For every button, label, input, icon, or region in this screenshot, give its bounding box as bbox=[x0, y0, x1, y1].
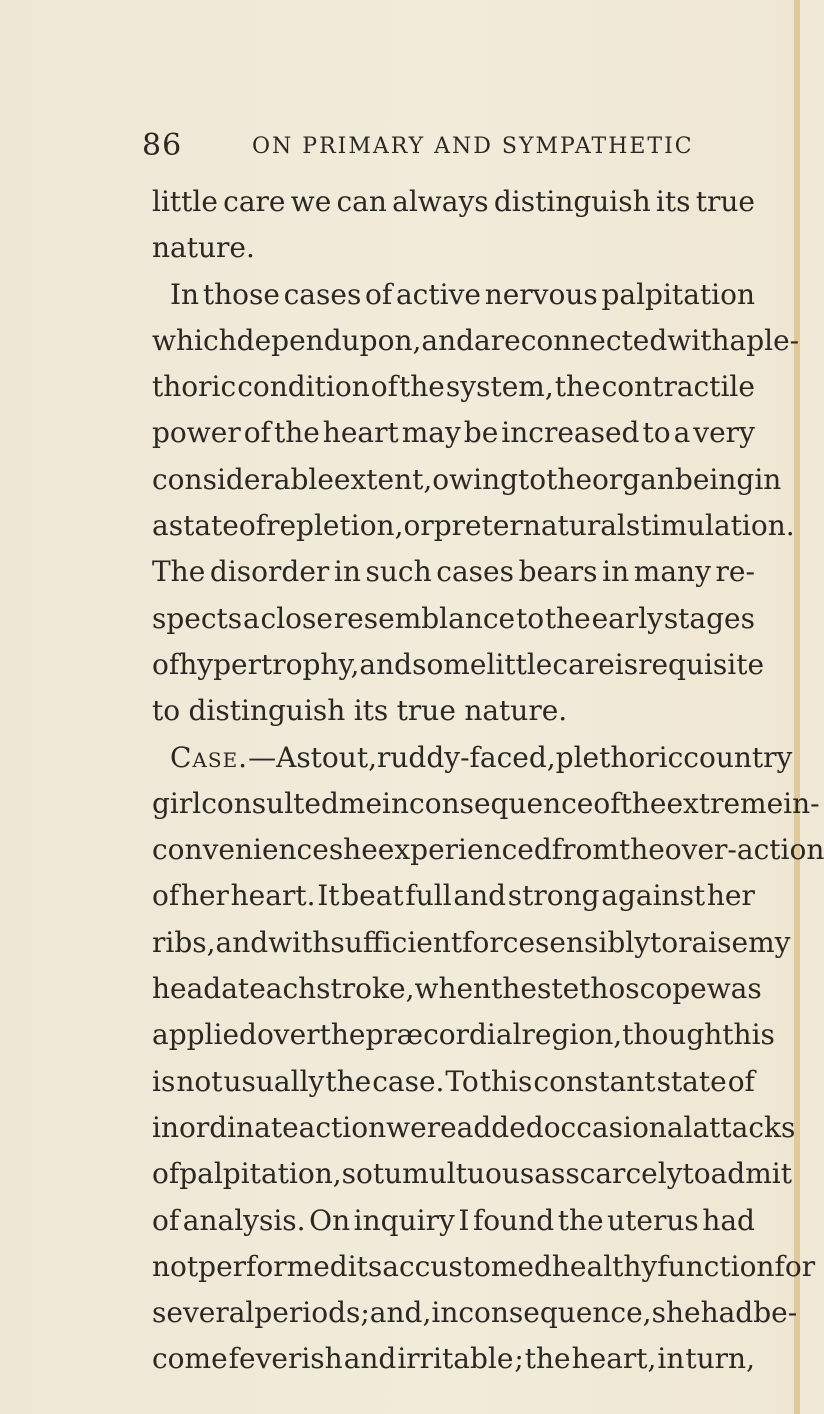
text-line: is not usually the case. To this constant state of bbox=[152, 1064, 755, 1098]
text-line: ribs, and with sufficient force sensibly to raise my bbox=[152, 925, 791, 959]
text-line: power of the heart may be increased to a very bbox=[152, 416, 755, 450]
text-line: inordinate action were added occasional attacks bbox=[152, 1110, 796, 1144]
text-line: convenience she experienced from the over-action bbox=[152, 833, 824, 867]
page-number: 86 bbox=[142, 128, 183, 163]
text-line: to distinguish its true nature. bbox=[152, 694, 568, 728]
text-line: not performed its accustomed healthy function for bbox=[152, 1249, 816, 1283]
text-line: a state of repletion, or preternatural stimulation. bbox=[152, 509, 795, 543]
text-line: several periods; and, in consequence, she had be- bbox=[152, 1296, 798, 1330]
text-line: head at each stroke, when the stethoscope was bbox=[152, 972, 762, 1006]
text-line: which depend upon, and are connected with a ple- bbox=[152, 323, 800, 357]
running-head bbox=[0, 126, 800, 166]
text-line: thoric condition of the system, the contractile bbox=[152, 370, 755, 404]
text-line: of her heart. It beat full and strong against her bbox=[152, 879, 755, 913]
text-line: Case.—A stout, ruddy-faced, plethoric country bbox=[170, 740, 793, 774]
text-line: considerable extent, owing to the organ being in bbox=[152, 462, 782, 496]
text-line: of analysis. On inquiry I found the uterus had bbox=[152, 1203, 755, 1237]
running-head-title: ON PRIMARY AND SYMPATHETIC bbox=[252, 134, 694, 159]
text-line: little care we can always distinguish its true bbox=[152, 185, 755, 218]
text-line: The disorder in such cases bears in many re- bbox=[152, 555, 755, 589]
text-line: of palpitation, so tumultuous as scarcely to admit bbox=[152, 1157, 792, 1191]
text-line: girl consulted me in consequence of the extreme in- bbox=[152, 786, 820, 820]
text-line: spects a close resemblance to the early stages bbox=[152, 601, 755, 635]
text-line: In those cases of active nervous palpitation bbox=[170, 277, 755, 311]
text-line: nature. bbox=[152, 231, 255, 265]
body-text bbox=[152, 179, 824, 1383]
text-line: of hypertrophy, and some little care is requisite bbox=[152, 647, 765, 681]
text-line: come feverish and irritable ; the heart, in turn, bbox=[152, 1342, 755, 1376]
text-line: applied over the præcordial region, though this bbox=[152, 1018, 775, 1052]
page-edge bbox=[794, 0, 800, 1414]
